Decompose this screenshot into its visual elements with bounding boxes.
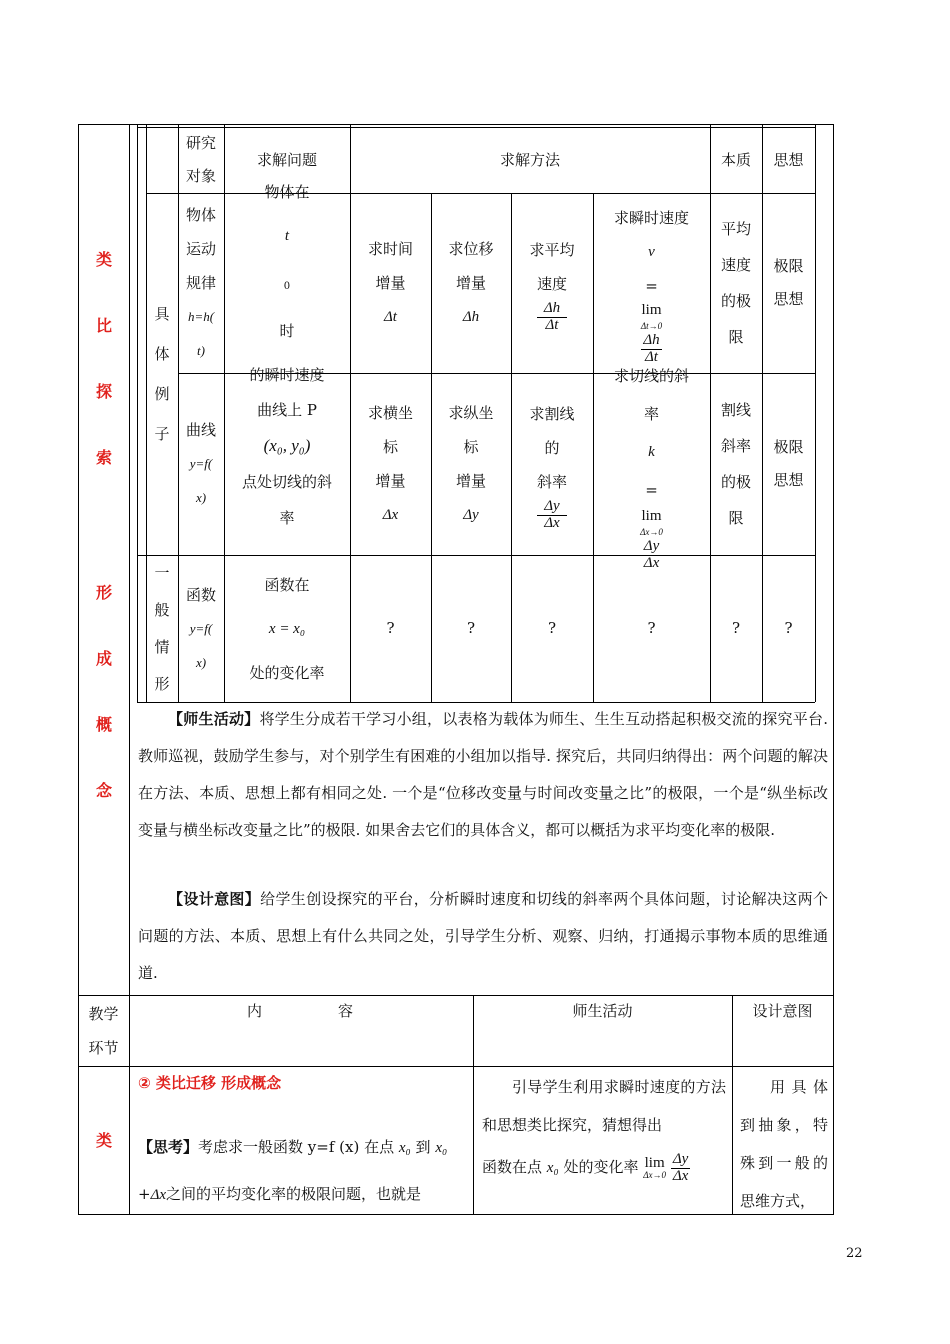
design-paragraph: 【设计意图】给学生创设探究的平台，分析瞬时速度和切线的斜率两个具体问题，讨论解决这两个问题的方法、本质、思想上有什么共同之处，引导学生分析、观察、归纳，打通揭示事物本质的思维通道. xyxy=(138,890,828,982)
outer-right-border xyxy=(833,124,834,1214)
row-divider-1 xyxy=(78,995,834,996)
think-paragraph: 【思考】考虑求一般函数 y=f (x) 在点 x₀ 到 x₀ +Δx之间的平均变化率的极限问题，也就是 xyxy=(138,1138,448,1203)
row2-essence: 割线 斜率 的极 限 xyxy=(720,401,751,527)
header-content-char-1: 内 xyxy=(247,1002,263,1020)
row2-thought: 极限 思想 xyxy=(773,438,804,489)
stage-char: 类 xyxy=(95,250,112,269)
group-general-case: 一 般 情 形 xyxy=(154,563,170,693)
row1-essence: 平均 速度 的极 限 xyxy=(720,220,751,346)
header-thought: 思想 xyxy=(773,150,804,169)
stage-char: 概 xyxy=(95,715,112,734)
stage-char: 念 xyxy=(95,781,112,800)
stage-char: 成 xyxy=(95,649,112,668)
header-essence: 本质 xyxy=(720,150,751,169)
activity-text: 引导学生利用求瞬时速度的方法和思想类比探究，猜想得出 函数在点 x₀ 处的变化率 lim Δx→0 $\frac{\Delta y}{\Delta x}$ xyxy=(482,1078,726,1184)
row1-thought: 极限 思想 xyxy=(773,257,804,308)
row1-method-instant-velocity: 求瞬时速度 v = lim Δt→0 Δh Δt xyxy=(613,208,689,365)
inner-table-left-border xyxy=(137,124,138,702)
section-title: ② 类比迁移 形成概念 xyxy=(138,1074,282,1092)
outer-top-border xyxy=(78,124,834,125)
header-problem: 求解问题 xyxy=(256,150,317,169)
stage-char: 形 xyxy=(95,583,112,602)
stage-label-next: 类 xyxy=(95,1131,112,1150)
stage-label-bottom xyxy=(84,560,124,824)
page-number: 22 xyxy=(846,1246,863,1261)
header-object: 研究 对象 xyxy=(185,134,216,185)
row1-method-time-increment: 求时间 增量 Δt xyxy=(367,240,413,325)
row3-unknown: ? xyxy=(547,619,557,637)
row1-problem: 物体在 t $_0$ 时 的瞬时速度 xyxy=(249,182,325,384)
row3-unknown: ? xyxy=(731,619,741,637)
activity-paragraph: 【师生活动】将学生分成若干学习小组，以表格为载体为师生、生生互动搭起积极交流的探究平台. 教师巡视，鼓励学生参与，对个别学生有困难的小组加以指导. 探究后，共同归纳得出：两个问题的解决在方法、本质、思想上都有相同之处. 一个是“位移改变量与时间改变量之比”的极限，一个是“纵坐标改变量与横坐标改变量之比”的极限. 如果舍去它们的具体含义，都可以概括为求平均变化率的极限. xyxy=(138,710,828,839)
intent-text: 用具体到抽象，特殊到一般的思维方式， xyxy=(740,1078,828,1210)
stage-char: 索 xyxy=(95,448,112,467)
row-divider-2 xyxy=(78,1066,834,1067)
row2-method-secant-slope: 求割线 的 斜率 Δy Δx xyxy=(529,404,575,531)
stage-label-top xyxy=(84,227,124,491)
row1-method-displacement-increment: 求位移 增量 Δh xyxy=(448,240,494,325)
header-stage: 教学 环节 xyxy=(88,1004,119,1057)
row2-method-x-increment: 求横坐 标 增量 Δx xyxy=(367,404,413,523)
row2-method-tangent-slope: 求切线的斜 率 k = lim Δx→0 Δy Δx xyxy=(613,366,689,571)
header-activity: 师生活动 xyxy=(572,1002,633,1020)
stage-char: 比 xyxy=(95,316,112,335)
row2-problem: 曲线上 P (x₀, y₀) 点处切线的斜 率 xyxy=(241,401,332,527)
header-method: 求解方法 xyxy=(499,150,560,169)
header-content-char-2: 容 xyxy=(338,1002,354,1020)
row3-unknown: ? xyxy=(784,619,793,637)
group-concrete-examples: 具 体 例 子 xyxy=(154,305,170,443)
stage-char: 探 xyxy=(95,382,112,401)
row3-unknown: ? xyxy=(466,619,476,637)
row3-object: 函数 y=f( x) xyxy=(185,585,216,670)
row2-object: 曲线 y=f( x) xyxy=(185,421,216,505)
activity-column-border xyxy=(732,995,733,1214)
inner-table-right-border xyxy=(815,124,816,702)
content-column-border xyxy=(473,995,474,1214)
row3-unknown: ? xyxy=(647,619,656,637)
header-intent: 设计意图 xyxy=(752,1002,813,1020)
row2-method-y-increment: 求纵坐 标 增量 Δy xyxy=(448,404,494,523)
row3-problem: 函数在 x = x₀ 处的变化率 xyxy=(249,575,325,682)
row1-object: 物体 运动 规律 h=h( t) xyxy=(185,206,216,358)
row1-method-average-velocity: 求平均 速度 Δh Δt xyxy=(529,240,575,333)
stage-column-border xyxy=(129,124,130,1214)
row3-unknown: ? xyxy=(386,619,395,637)
